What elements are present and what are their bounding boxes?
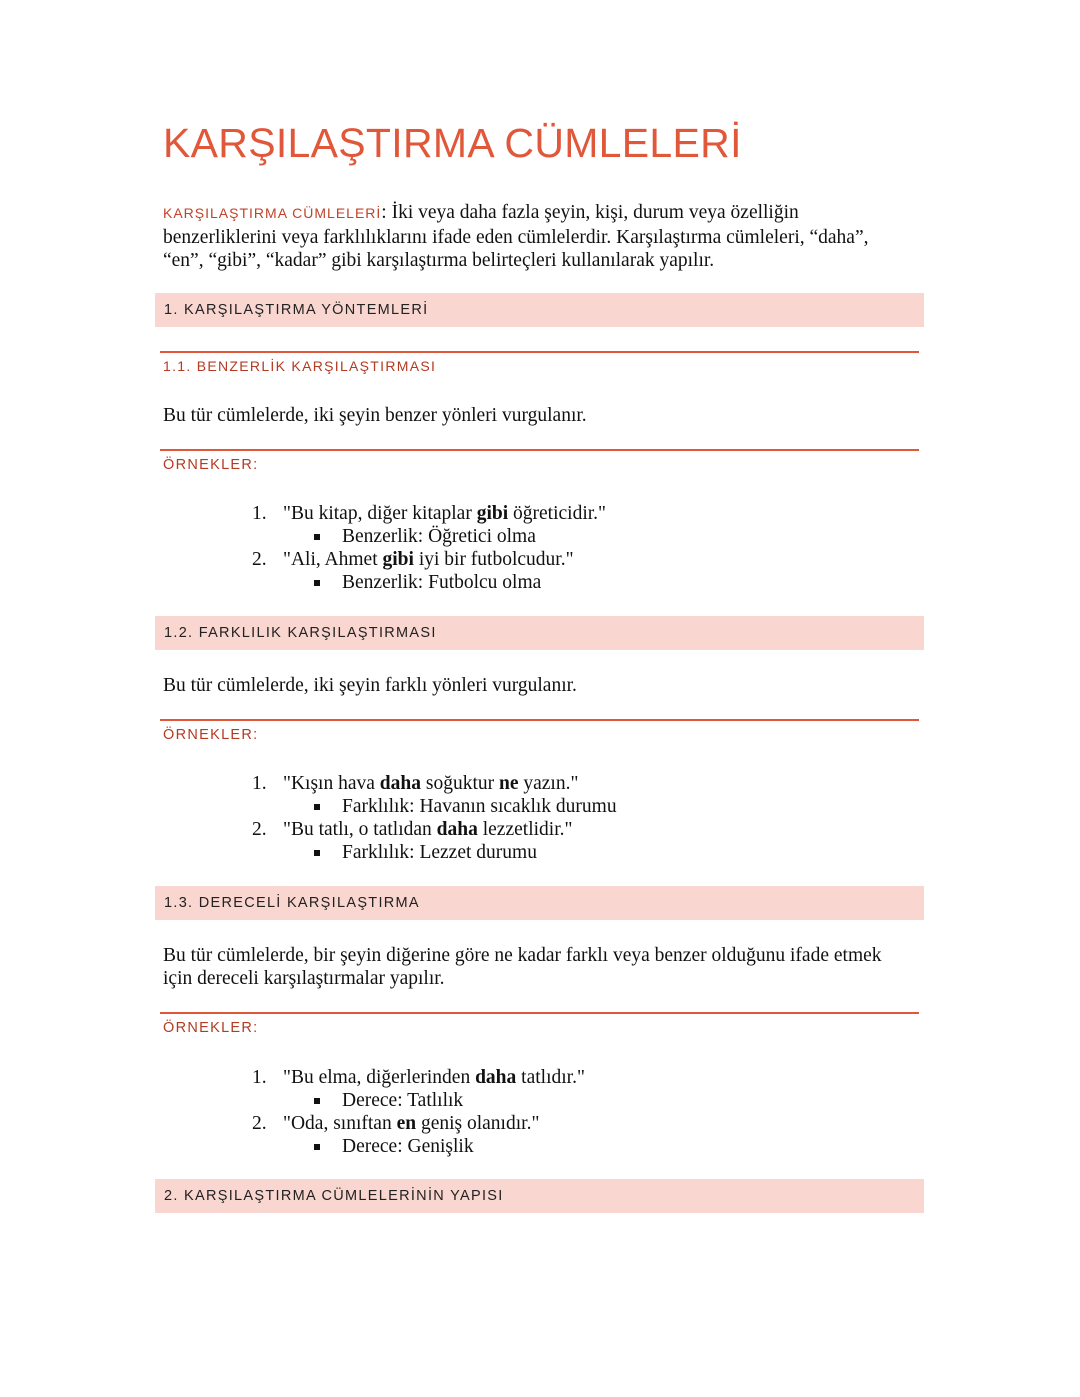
square-bullet-icon <box>314 804 320 810</box>
subsection-1-1-heading: 1.1. BENZERLİK KARŞILAŞTIRMASI <box>163 358 437 374</box>
section-1-heading: 1. KARŞILAŞTIRMA YÖNTEMLERİ <box>155 293 924 327</box>
examples-list-1-1 <box>252 502 606 594</box>
square-bullet-icon <box>314 850 320 856</box>
examples-list-1-3 <box>252 1066 585 1158</box>
square-bullet-icon <box>314 1144 320 1150</box>
page-title: KARŞILAŞTIRMA CÜMLELERİ <box>163 120 742 166</box>
list-subitem: Benzerlik: Öğretici olma <box>252 525 606 548</box>
list-item: 2. "Oda, sınıftan en geniş olanıdır." <box>252 1113 540 1134</box>
rule-divider <box>160 719 919 721</box>
examples-label: ÖRNEKLER: <box>163 457 259 473</box>
square-bullet-icon <box>314 534 320 540</box>
square-bullet-icon <box>314 580 320 586</box>
rule-divider <box>160 1012 919 1014</box>
section-2-heading: 2. KARŞILAŞTIRMA CÜMLELERİNİN YAPISI <box>155 1179 924 1213</box>
list-subitem: Benzerlik: Futbolcu olma <box>252 571 606 594</box>
list-subitem: Farklılık: Lezzet durumu <box>252 841 617 864</box>
list-item: 1. "Bu kitap, diğer kitaplar gibi öğreticidir." <box>252 503 607 524</box>
list-subitem: Farklılık: Havanın sıcaklık durumu <box>252 795 617 818</box>
list-item: 2. "Ali, Ahmet gibi iyi bir futbolcudur." <box>252 549 574 570</box>
examples-label: ÖRNEKLER: <box>163 727 259 743</box>
subsection-1-2-description: Bu tür cümlelerde, iki şeyin farklı yönleri vurgulanır. <box>163 675 577 696</box>
subsection-1-2-heading: 1.2. FARKLILIK KARŞILAŞTIRMASI <box>155 616 924 650</box>
examples-label: ÖRNEKLER: <box>163 1020 259 1036</box>
rule-divider <box>160 351 919 353</box>
list-subitem: Derece: Tatlılık <box>252 1089 585 1112</box>
subsection-1-3-description: Bu tür cümlelerde, bir şeyin diğerine göre ne kadar farklı veya benzer olduğunu ifade etmek için dereceli karşılaştırmalar yapılır. <box>163 945 882 989</box>
intro-paragraph <box>163 201 903 273</box>
subsection-1-3-heading: 1.3. DERECELİ KARŞILAŞTIRMA <box>155 886 924 920</box>
intro-lead: KARŞILAŞTIRMA CÜMLELERİ <box>163 205 382 221</box>
examples-list-1-2 <box>252 772 617 864</box>
square-bullet-icon <box>314 1098 320 1104</box>
subsection-1-1-description: Bu tür cümlelerde, iki şeyin benzer yönleri vurgulanır. <box>163 405 587 426</box>
list-item: 1. "Bu elma, diğerlerinden daha tatlıdır." <box>252 1067 585 1088</box>
list-subitem: Derece: Genişlik <box>252 1135 585 1158</box>
list-item: 1. "Kışın hava daha soğuktur ne yazın." <box>252 773 579 794</box>
intro-text: : İki veya daha fazla şeyin, kişi, durum veya özelliğin benzerliklerini veya farklılıklarını ifade eden cümlelerdir. Karşılaştırma cümleleri, “daha”, “en”, “gibi”, “kadar” gibi karşılaştırma belirteçleri kullanılarak yapılır. <box>163 202 869 271</box>
rule-divider <box>160 449 919 451</box>
list-item: 2. "Bu tatlı, o tatlıdan daha lezzetlidir." <box>252 819 573 840</box>
